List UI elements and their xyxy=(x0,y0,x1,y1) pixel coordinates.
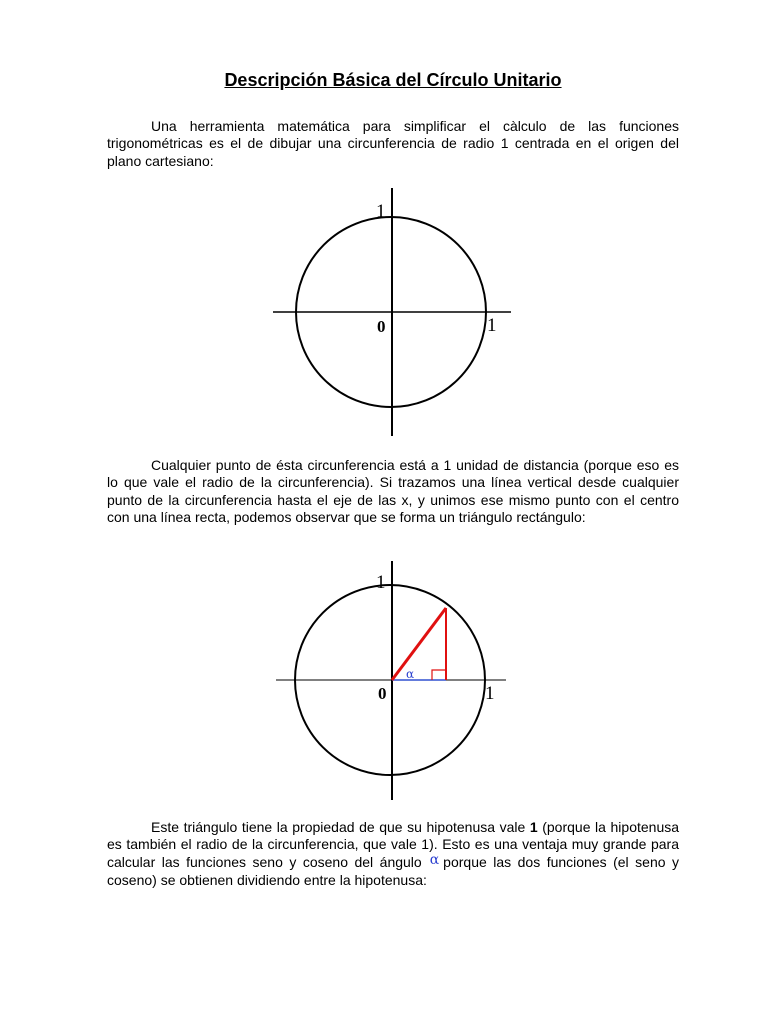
triangle-hypotenuse xyxy=(392,608,446,680)
label-right-1-fig2: 1 xyxy=(485,683,495,704)
p3-text-before: Este triángulo tiene la propiedad de que su hipotenusa vale xyxy=(151,819,526,835)
label-right-1: 1 xyxy=(487,315,497,336)
paragraph-point-distance: Cualquier punto de ésta circunferencia está a 1 unidad de distancia (porque eso es lo que vale el radio de la circunferencia). Si trazamos una línea vertical desde cualquier punto de la circunferencia hasta el eje de las x, y unimos ese mismo punto con el centro con una línea recta, podemos observar que se forma un triángulo rectángulo: xyxy=(107,457,679,525)
angle-alpha-label: α xyxy=(406,667,415,681)
page-title: Descripción Básica del Círculo Unitario xyxy=(224,70,562,90)
label-origin-0-fig2: 0 xyxy=(378,684,387,703)
paragraph-intro: Una herramienta matemática para simplificar el càlculo de las funciones trigonométricas es el de dibujar una circunferencia de radio 1 centrada en el origen del plano cartesiano: xyxy=(107,118,679,169)
p3-text-after: porque las dos funciones (el seno y coseno) se obtienen dividiendo entre la hipotenusa: xyxy=(107,853,679,888)
label-top-1-fig2: 1 xyxy=(376,572,386,593)
label-top-1: 1 xyxy=(376,201,386,222)
p3-text-middle: (porque la hipotenusa es también el radio de la circunferencia, que vale 1). Esto es una ventaja muy grande para calcular las funciones seno y coseno del ángulo xyxy=(107,819,680,870)
p3-bold-one: 1 xyxy=(529,819,538,835)
paragraph-triangle-hypotenuse xyxy=(107,819,679,889)
label-origin-0: 0 xyxy=(377,317,386,336)
alpha-symbol-icon: α xyxy=(429,851,440,868)
right-angle-marker xyxy=(432,670,446,680)
